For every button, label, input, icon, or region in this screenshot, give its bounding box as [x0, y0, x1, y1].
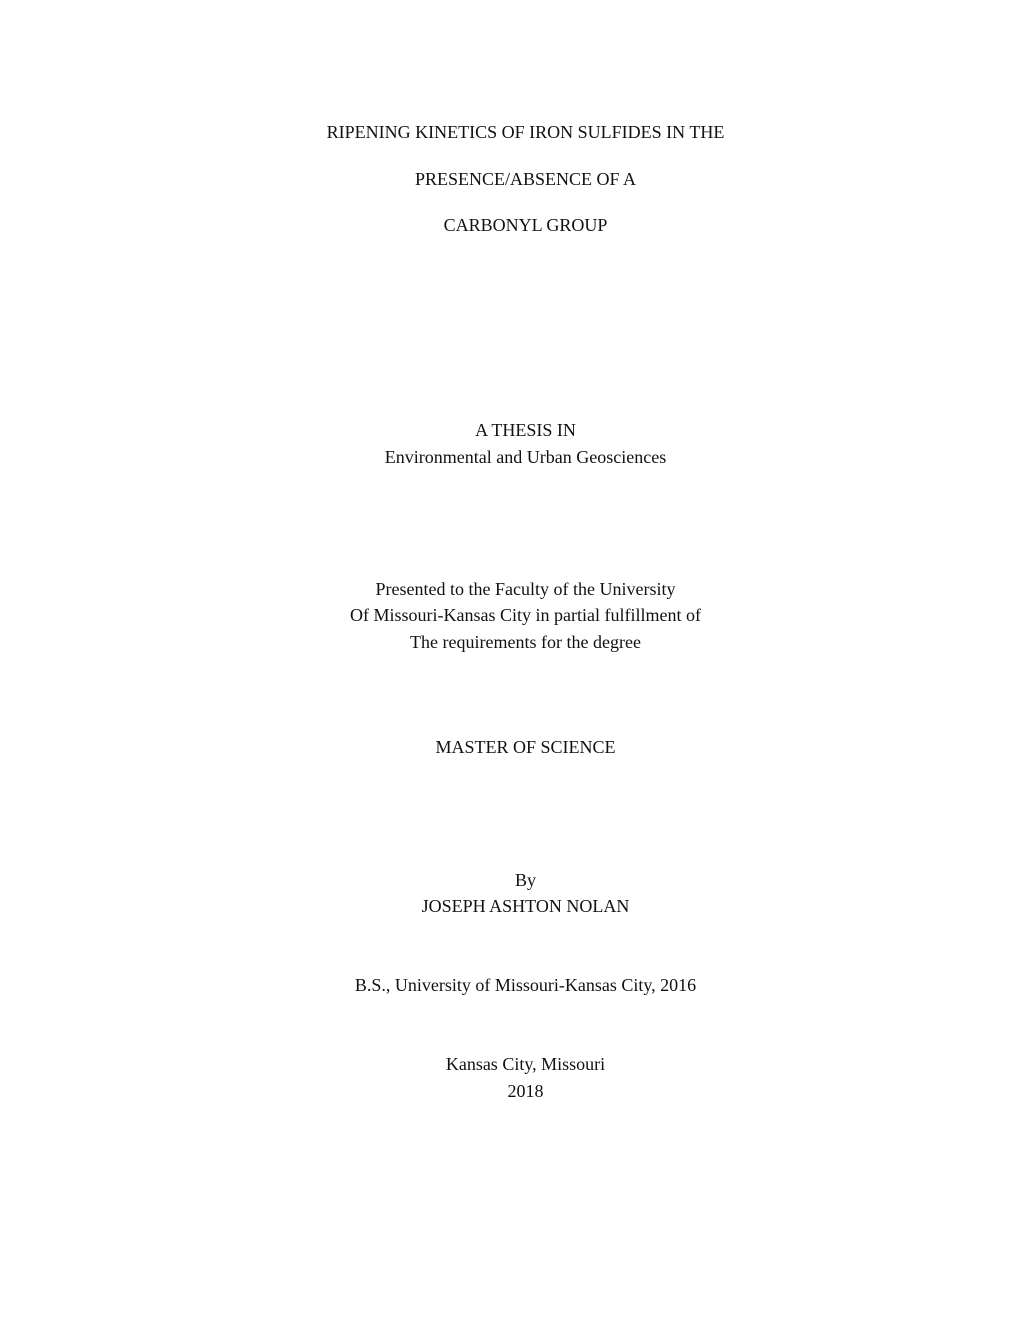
prior-degree: B.S., University of Missouri-Kansas City, 2016	[354, 975, 697, 995]
by-label: By	[514, 870, 536, 890]
location-place: Kansas City, Missouri	[445, 1054, 606, 1074]
presented-line-1: Presented to the Faculty of the University	[375, 579, 676, 599]
title-line-2: PRESENCE/ABSENCE OF A	[414, 169, 637, 189]
title-line-3: CARBONYL GROUP	[443, 215, 608, 235]
location-year: 2018	[507, 1081, 544, 1101]
presented-line-3: The requirements for the degree	[410, 632, 641, 652]
degree-name: MASTER OF SCIENCE	[435, 737, 616, 757]
title-line-1: RIPENING KINETICS OF IRON SULFIDES IN THE	[326, 122, 725, 142]
thesis-program: Environmental and Urban Geosciences	[384, 447, 667, 467]
author-name: JOSEPH ASHTON NOLAN	[421, 896, 630, 916]
thesis-label: A THESIS IN	[475, 420, 576, 440]
presented-line-2: Of Missouri-Kansas City in partial fulfillment of	[350, 605, 701, 625]
